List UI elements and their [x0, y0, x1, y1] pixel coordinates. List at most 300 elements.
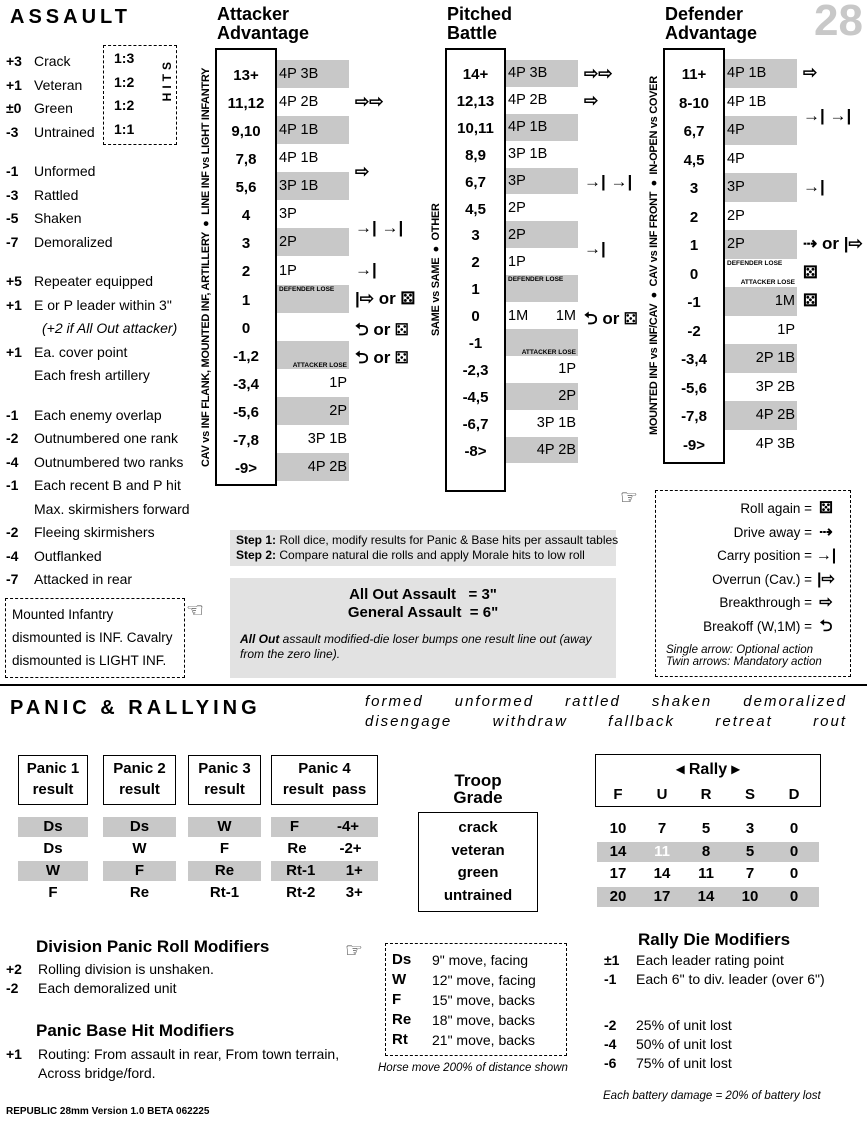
- move-row: [392, 1030, 560, 1050]
- modifier-row: [6, 521, 198, 545]
- legend-icon: |⇨: [817, 570, 835, 588]
- modifier-text: Routing: From assault in rear, From town terrain,: [38, 1046, 340, 1062]
- result-action-icon: ⇨⇨: [355, 92, 384, 112]
- result-cell: [725, 401, 797, 430]
- panic-pass: 3+: [345, 884, 363, 901]
- modifier-row: [6, 498, 198, 522]
- panic-result-row: [18, 839, 88, 859]
- lose-label: ATTACKER LOSE: [740, 279, 795, 286]
- roll-column: [215, 48, 277, 486]
- legend-item: [666, 521, 840, 545]
- modifier-text: Demoralized: [34, 233, 113, 250]
- morale-states: formed unformed rattled shaken demoralized: [365, 693, 847, 710]
- panic-result-row: [271, 839, 378, 859]
- modifier-row: [6, 568, 198, 592]
- modifier-text: 75% of unit lost: [636, 1055, 732, 1071]
- panic-result: F: [219, 840, 230, 857]
- rally-column-header: D: [788, 786, 800, 803]
- modifier-row: [6, 545, 198, 569]
- result-text: 4P 3B: [755, 435, 795, 452]
- roll-value: 1: [471, 281, 480, 299]
- result-text: 4P 1B: [279, 122, 319, 139]
- result-cell: [506, 275, 578, 302]
- roll-value: 3: [689, 180, 699, 197]
- table-title: [665, 5, 757, 43]
- roll-value: 10,11: [457, 119, 494, 137]
- roll-value: 2: [241, 263, 251, 281]
- hit-ratio: 1:3: [114, 50, 135, 66]
- panic-result-row: [271, 861, 378, 881]
- base-hit-mods-title: Panic Base Hit Modifiers: [36, 1021, 235, 1040]
- result-cell: [506, 383, 578, 410]
- result-text: 4P: [727, 150, 745, 167]
- table-condition-label: CAV vs INF FLANK, MOUNTED INF, ARTILLERY ● LINE INF vs LIGHT INFANTRY: [200, 67, 212, 467]
- lose-label: DEFENDER LOSE: [279, 285, 335, 293]
- result-text: 2P 1B: [755, 350, 795, 367]
- roll-value: 5,6: [235, 179, 257, 197]
- roll-value: 0: [471, 308, 480, 326]
- modifier-row: [604, 1054, 732, 1073]
- modifier-value: -1: [6, 163, 19, 179]
- modifier-value: -5: [6, 210, 19, 226]
- result-cell: [725, 88, 797, 117]
- roll-value: -7,8: [681, 408, 707, 425]
- modifier-row: [6, 1064, 339, 1083]
- roll-value: 1: [689, 237, 699, 254]
- modifier-value: [6, 498, 34, 522]
- note-line: dismounted is INF. Cavalry: [12, 630, 173, 645]
- modifier-row: [604, 970, 825, 989]
- result-text: 2P: [508, 199, 526, 216]
- modifier-value: -7: [6, 571, 19, 587]
- result-cell: [506, 168, 578, 195]
- modifier-value: -3: [6, 123, 19, 140]
- result-cell: [277, 88, 349, 116]
- roll-value: -6,7: [462, 415, 489, 433]
- division-mods-title: Division Panic Roll Modifiers: [36, 937, 270, 956]
- roll-value: 4: [241, 207, 251, 225]
- modifier-value: -2: [604, 1017, 617, 1033]
- title-line: Advantage: [665, 23, 758, 43]
- result-text: 4P 2B: [279, 94, 319, 111]
- result-action-icon: ⇨⇨: [584, 64, 613, 83]
- header-line: Panic 2: [113, 760, 166, 777]
- modifier-value: ±1: [604, 952, 620, 968]
- roll-value: 6,7: [683, 123, 705, 140]
- panic-result-row: [188, 817, 261, 837]
- result-cell: [277, 60, 349, 88]
- modifier-value: +2: [6, 961, 22, 977]
- rally-value: 5: [745, 842, 755, 860]
- panic-result: W: [132, 840, 147, 857]
- modifier-value: ±0: [6, 100, 22, 116]
- modifier-row: [6, 341, 198, 365]
- modifier-row: [6, 364, 198, 388]
- pointing-hand-icon: ☞: [345, 940, 363, 962]
- result-cell: [506, 114, 578, 141]
- table-title: [217, 5, 309, 43]
- rally-value: 14: [697, 887, 715, 905]
- panic-table-header: [103, 755, 176, 805]
- modifier-text: Each leader rating point: [636, 952, 784, 968]
- general-assault-distance: General Assault = 6": [347, 604, 499, 621]
- step2-label: Step 2:: [236, 548, 277, 562]
- modifier-row: [6, 404, 198, 428]
- panic-result: Rt-1: [209, 884, 240, 901]
- step2-text: Compare natural die rolls and apply Morale hits to low roll: [276, 548, 585, 562]
- result-cell: [277, 285, 349, 313]
- rally-mods-list: [604, 951, 825, 989]
- modifier-value: -2: [6, 430, 19, 446]
- result-text: 3P 1B: [508, 146, 548, 163]
- result-cell: [277, 313, 349, 341]
- roll-value: 14+: [462, 66, 489, 83]
- result-action-icon: ⮌ or ⚄: [584, 309, 638, 329]
- modifier-row: [6, 207, 198, 231]
- rally-value: 3: [745, 820, 755, 837]
- lose-label: DEFENDER LOSE: [727, 259, 783, 267]
- legend-item: [666, 497, 840, 521]
- modifier-text: Green: [34, 100, 73, 116]
- panic-result-row: [188, 861, 261, 881]
- panic-table-header: [18, 755, 88, 805]
- modifier-text: Each recent B and P hit: [34, 477, 181, 493]
- rally-loss-mods-list: [604, 1016, 732, 1073]
- roll-value: 8-10: [678, 94, 710, 112]
- modifier-text: Crack: [34, 53, 71, 69]
- panic-result: F: [134, 862, 145, 879]
- roll-value: 11+: [681, 66, 707, 83]
- result-cell: [506, 248, 578, 275]
- rally-value: 7: [657, 820, 667, 837]
- result-action-icon: |⇨ or ⚄: [355, 288, 416, 308]
- modifier-row: [6, 427, 198, 451]
- rally-mods-title: Rally Die Modifiers: [638, 930, 791, 949]
- result-cell: [277, 228, 349, 256]
- result-text: 4P 2B: [508, 92, 548, 109]
- roll-value: -2,3: [462, 361, 489, 379]
- roll-value: 2: [471, 254, 480, 272]
- rally-value: 10: [741, 887, 759, 905]
- roll-value: -3,4: [233, 375, 259, 393]
- modifier-text: Outnumbered two ranks: [34, 453, 184, 470]
- modifier-row: [6, 474, 198, 498]
- modifier-text: Repeater equipped: [34, 273, 154, 289]
- modifier-value: -3: [6, 186, 19, 203]
- header-line: result: [119, 781, 160, 798]
- result-action-icon: ⇢ or |⇨: [803, 234, 863, 253]
- legend-item: [666, 544, 840, 568]
- result-action-icon: →| →|: [584, 171, 633, 191]
- result-text: 1P: [558, 361, 576, 378]
- modifier-value: +1: [6, 1046, 22, 1062]
- result-cell: [506, 437, 578, 464]
- troop-grade: untrained: [443, 886, 513, 904]
- rally-value: 0: [789, 842, 799, 860]
- hits-label: HITS: [160, 58, 174, 102]
- panic-result-row: [188, 839, 261, 859]
- all-out-note-label: All Out: [240, 632, 280, 646]
- result-cell: [277, 116, 349, 144]
- panic-result: Rt-2: [286, 884, 316, 901]
- result-cell: [506, 221, 578, 248]
- panic-result: F: [289, 818, 300, 835]
- panic-result-row: [18, 883, 88, 903]
- roll-value: 7,8: [235, 151, 257, 169]
- panic-result-row: [18, 861, 88, 881]
- header-line: result: [32, 781, 74, 798]
- roll-value: 3: [241, 235, 251, 253]
- roll-column: [663, 48, 725, 464]
- legend-label: Breakthrough =: [719, 595, 812, 610]
- lose-label: ATTACKER LOSE: [521, 348, 576, 356]
- roll-value: -1: [468, 335, 483, 352]
- title-line: Grade: [453, 788, 503, 807]
- result-action-icon: ⮌ or ⚄: [355, 347, 409, 367]
- modifier-value: -2: [6, 980, 19, 996]
- result-text: 1P: [777, 321, 795, 338]
- modifier-row: [6, 317, 198, 341]
- result-text: 4P 1B: [727, 65, 767, 82]
- modifier-group: [6, 160, 198, 254]
- result-action-icon: ⮌ or ⚄: [355, 319, 409, 339]
- legend-icon: ⚄: [819, 500, 833, 517]
- legend-icon: ⇨: [819, 594, 833, 611]
- result-cell: [506, 87, 578, 114]
- modifier-row: [6, 1045, 339, 1064]
- modifier-text: Untrained: [34, 123, 95, 140]
- panic-result-row: [103, 861, 176, 881]
- modifier-value-empty: [6, 1064, 38, 1083]
- modifier-text: Rattled: [34, 186, 79, 203]
- result-text: 4P 1B: [279, 150, 319, 167]
- all-out-note: assault modified-die loser bumps one result line out (away from the zero line).: [240, 632, 592, 661]
- move-code: Re: [392, 1011, 412, 1028]
- roll-value: 13+: [233, 67, 259, 84]
- modifier-row: [6, 160, 198, 184]
- modifier-text: Veteran: [34, 76, 83, 93]
- hit-ratio: 1:2: [114, 73, 135, 90]
- footer-version: REPUBLIC 28mm Version 1.0 BETA 062225: [6, 1106, 210, 1117]
- move-text: 12" move, facing: [432, 972, 536, 988]
- result-text: 1M: [555, 307, 576, 324]
- modifier-value: +1: [6, 76, 22, 93]
- result-text: 3P: [508, 173, 526, 190]
- roll-value: -1,2: [233, 347, 259, 365]
- modifier-text: 50% of unit lost: [636, 1036, 732, 1052]
- roll-value: 9,10: [231, 123, 261, 141]
- modifier-text: Fleeing skirmishers: [34, 524, 155, 540]
- panic-result-row: [271, 883, 378, 903]
- rally-value: 0: [789, 887, 799, 905]
- note-line: dismounted is LIGHT INF.: [12, 653, 167, 668]
- panic-result-row: [103, 839, 176, 859]
- move-row: [392, 950, 560, 970]
- result-action-icon: ⇨: [803, 63, 818, 82]
- result-text: 1P: [508, 253, 526, 270]
- result-text: 4P 3B: [279, 66, 319, 83]
- title-line: Troop: [454, 771, 502, 790]
- result-text: 4P 2B: [307, 459, 347, 475]
- note-line: Mounted Infantry: [12, 607, 114, 622]
- roll-value: -1: [687, 294, 701, 311]
- result-cell: [725, 145, 797, 174]
- result-cell: [725, 344, 797, 373]
- move-text: 21" move, backs: [432, 1032, 536, 1048]
- result-text: 4P 1B: [727, 93, 767, 110]
- header-line: result: [204, 781, 245, 798]
- result-cell: [277, 397, 349, 425]
- header-line: Panic 3: [198, 760, 251, 777]
- morale-actions: disengage withdraw fallback retreat rout: [365, 713, 847, 730]
- pointing-hand-icon: ☞: [620, 487, 638, 509]
- section-divider: [0, 684, 867, 686]
- rally-value: 0: [789, 865, 799, 882]
- roll-value: -2: [687, 322, 701, 340]
- result-text: 4P 1B: [508, 119, 548, 136]
- modifier-text: (+2 if All Out attacker): [42, 320, 178, 336]
- roll-value: 12,13: [456, 92, 495, 110]
- modifier-value: -4: [6, 453, 19, 470]
- legend-note: Single arrow: Optional action: [666, 644, 814, 656]
- rally-column-header: S: [744, 786, 755, 803]
- panic-table-header: [188, 755, 261, 805]
- rally-value: 20: [609, 887, 627, 905]
- panic-result: Re: [214, 862, 235, 879]
- roll-value: 0: [241, 319, 251, 337]
- rally-column-header: R: [700, 786, 712, 803]
- result-cell: [506, 302, 578, 329]
- result-action-icon: ⇨: [355, 162, 370, 182]
- battery-note: Each battery damage = 20% of battery lost: [603, 1090, 821, 1102]
- division-mods-list: [6, 960, 214, 998]
- modifier-text: Outnumbered one rank: [34, 430, 178, 446]
- result-text: 4P 2B: [536, 442, 576, 459]
- header-line: Panic 1: [26, 760, 80, 777]
- panic-result-row: [103, 883, 176, 903]
- move-text: 15" move, backs: [432, 992, 536, 1008]
- modifier-text: Outflanked: [34, 547, 102, 564]
- move-code: F: [392, 991, 402, 1008]
- result-text: 4P 2B: [755, 407, 795, 424]
- legend-box: [655, 490, 851, 677]
- result-cell: [277, 256, 349, 284]
- result-cell: [506, 195, 578, 222]
- result-action-icon: →| →|: [803, 105, 852, 125]
- result-cell: [277, 200, 349, 228]
- roll-value: 0: [689, 265, 699, 283]
- legend-item: [666, 591, 840, 615]
- hit-ratio: 1:2: [114, 97, 135, 113]
- rally-value: 7: [745, 865, 755, 882]
- all-out-distance: All Out Assault = 3": [349, 586, 497, 603]
- rally-value: 5: [701, 820, 711, 837]
- rally-value: 10: [609, 820, 627, 837]
- result-text: 1P: [279, 262, 297, 279]
- base-hit-mods-list: [6, 1045, 339, 1083]
- modifier-row: [6, 979, 214, 998]
- result-cell: [506, 356, 578, 383]
- result-text: 3P 1B: [307, 430, 347, 447]
- rally-value: 8: [701, 842, 711, 860]
- panic-table-header: [271, 755, 378, 805]
- panic-result: W: [45, 862, 61, 879]
- mounted-infantry-note: [5, 598, 185, 678]
- modifier-text: Rolling division is unshaken.: [38, 961, 214, 977]
- panic-result-row: [188, 883, 261, 903]
- result-cell: [725, 59, 797, 88]
- result-cell: [506, 410, 578, 437]
- roll-value: 4,5: [465, 200, 486, 218]
- table-title: [447, 5, 512, 43]
- header-line: result pass: [282, 781, 367, 798]
- result-cell: [725, 430, 797, 459]
- title-line: Battle: [447, 23, 498, 43]
- steps-box: [230, 530, 619, 566]
- result-text: 2P: [727, 207, 745, 224]
- roll-value: 6,7: [465, 173, 486, 191]
- move-code: Rt: [392, 1031, 408, 1048]
- result-cell: [277, 369, 349, 397]
- result-text: 2P: [329, 402, 347, 419]
- hits-box: [103, 45, 177, 145]
- modifier-row: [6, 270, 198, 294]
- title-line: Attacker: [217, 4, 290, 24]
- step1-label: Step 1:: [236, 533, 277, 547]
- legend-icon: ⮌: [819, 617, 833, 635]
- result-cell: [506, 141, 578, 168]
- roll-value: 3: [471, 227, 480, 245]
- modifier-value: -1: [604, 971, 617, 987]
- title-line: Defender: [665, 4, 744, 24]
- result-text: 2P: [508, 226, 526, 243]
- move-distance-box: [385, 943, 567, 1056]
- modifier-text: Attacked in rear: [34, 571, 133, 587]
- legend-icon: ⇢: [819, 523, 833, 541]
- legend-note: Twin arrows: Mandatory action: [666, 656, 822, 668]
- legend-item: [666, 568, 840, 592]
- result-text: 1P: [329, 374, 347, 391]
- panic-result: Ds: [43, 840, 63, 857]
- modifier-text: Each 6" to div. leader (over 6"): [636, 971, 825, 987]
- all-out-box: [230, 578, 616, 678]
- result-action-icon: ⚄: [803, 262, 818, 282]
- result-text: 3P 1B: [536, 415, 576, 432]
- rally-value: 11: [698, 865, 714, 882]
- result-cell: [506, 60, 578, 87]
- rally-title: ◂ Rally ▸: [676, 761, 740, 778]
- result-cell: [725, 373, 797, 402]
- move-row: [392, 1010, 560, 1030]
- assault-title: ASSAULT: [10, 6, 131, 28]
- troop-grade: crack: [458, 819, 498, 836]
- modifier-text: Ea. cover point: [34, 343, 128, 360]
- result-text: 3P 1B: [279, 178, 319, 195]
- modifier-value: -7: [6, 233, 19, 250]
- legend-label: Carry position =: [717, 548, 812, 563]
- modifier-text: Across bridge/ford.: [38, 1065, 156, 1081]
- panic-title: PANIC & RALLYING: [10, 697, 261, 719]
- roll-value: 1: [241, 291, 251, 309]
- table-condition-label: MOUNTED INF vs INF/CAV ● CAV vs INF FRONT ● IN-OPEN vs COVER: [648, 76, 660, 436]
- roll-value: -9>: [682, 436, 706, 454]
- move-text: 9" move, facing: [432, 952, 529, 968]
- modifier-text: Each demoralized unit: [38, 980, 177, 996]
- modifier-value: [6, 364, 34, 388]
- rally-column-header: U: [656, 786, 668, 803]
- roll-value: -5,6: [681, 379, 707, 397]
- title-line: Advantage: [217, 23, 310, 43]
